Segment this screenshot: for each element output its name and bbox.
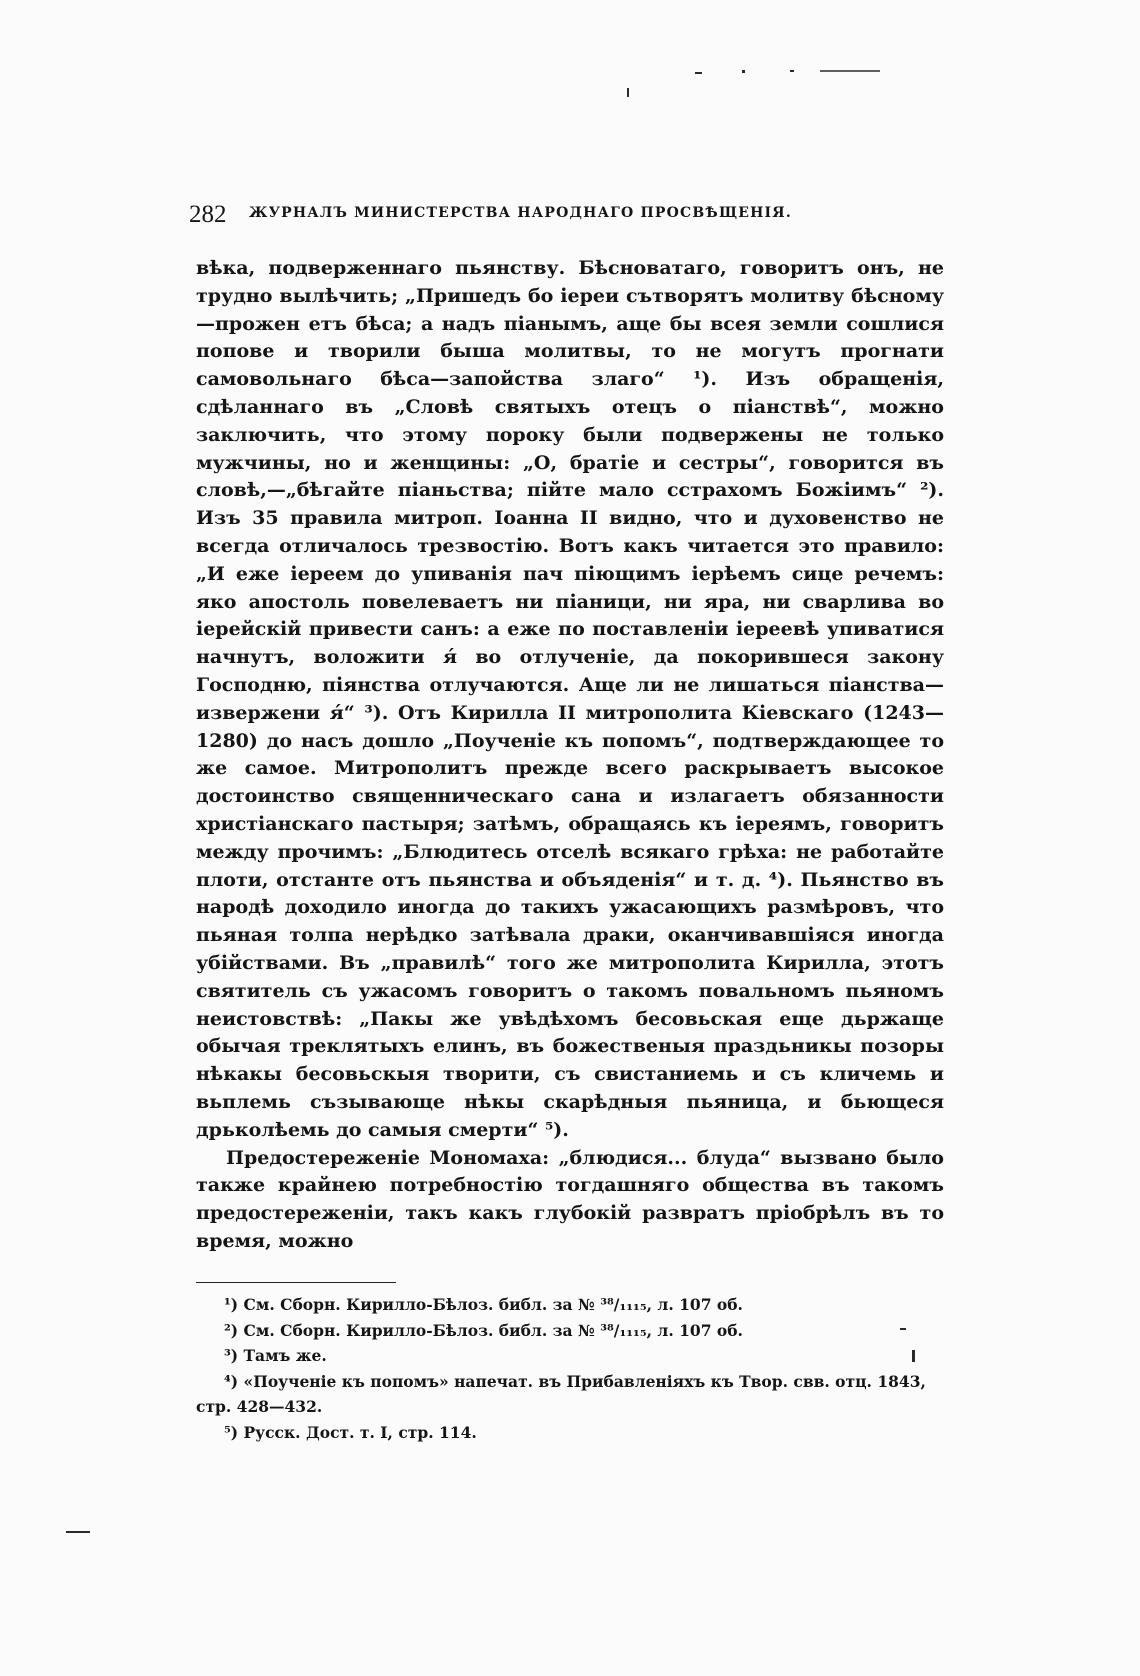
body-text — [196, 255, 944, 1256]
footnote: ⁵) Русск. Дост. т. I, стр. 114. — [224, 1422, 477, 1442]
footnote: ³) Тамъ же. — [224, 1346, 327, 1365]
page-header — [189, 201, 949, 231]
page-number: 282 — [189, 201, 227, 228]
scan-speck — [66, 1531, 90, 1533]
running-head: ЖУРНАЛЪ МИНИСТЕРСТВА НАРОДНАГО ПРОСВѢЩЕНІЯ. — [249, 205, 792, 221]
footnote-divider — [196, 1282, 396, 1283]
footnote: ²) См. Сборн. Кирилло-Бѣлоз. библ. за № ³⁸/₁₁₁₅, л. 107 об. — [224, 1320, 743, 1340]
scan-speck — [627, 88, 629, 97]
footnote: ¹) См. Сборн. Кирилло-Бѣлоз. библ. за № ³⁸/₁₁₁₅, л. 107 об. — [224, 1295, 743, 1314]
scan-speck — [790, 70, 794, 72]
paragraph: вѣка, подверженнаго пьянству. Бѣсноватаго, говоритъ онъ, не трудно вылѣчить; „Пришедъ бо іереи сътворятъ молитву бѣсному—прожен етъ бѣса; а надъ піанымъ, аще бы всея земли сошлися попове и творили быша молитвы, то не могутъ прогнати самовольнаго бѣса—запойства злаго“ ¹). Изъ обращенія, сдѣланнаго въ „Словѣ святыхъ отецъ о піанствѣ“, можно заключить, что этому пороку были подвержены не только мужчины, но и женщины: „О, братіе и сестры“, говорится въ словѣ,—„бѣгайте піаньства; пійте мало сстрахомъ Божіимъ“ ²). Изъ 35 правила митроп. Іоанна II видно, что и духовенство не всегда отличалось трезвостію. Вотъ какъ читается это правило: „И еже іереем до упиванія пач піющимъ іерѣемъ сице речемъ: яко апостоль повелеваетъ ни піаници, ни яра, ни сварлива во іерейскій привести санъ: а еже по поставленіи іереевѣ упиватися начнутъ, воложити я́ во отлученіе, да покорившеся закону Господню, піянства отлучаются. Аще ли не лишаться піанства—извержени я́“ ³). Отъ Кирилла II митрополита Кіевскаго (1243—1280) до насъ дошло „Поученіе къ попомъ“, подтверждающее то же самое. Митрополитъ прежде всего раскрываетъ высокое достоинство священническаго сана и излагаетъ обязанности христіанскаго пастыря; затѣмъ, обращаясь къ іереямъ, говоритъ между прочимъ: „Блюдитесь отселѣ всякаго грѣха: не работайте плоти, отстанте отъ пьянства и объяденія“ и т. д. ⁴). Пьянство въ народѣ доходило иногда до такихъ ужасающихъ размѣровъ, что пьяная толпа нерѣдко затѣвала драки, оканчивавшіяся иногда убійствами. Въ „правилѣ“ того же митрополита Кирилла, этотъ святитель съ ужасомъ говоритъ о такомъ повальномъ пьяномъ неистовствѣ: „Пакы же увѣдѣхомъ бесовьская еще дьржаще обычая треклятыхъ елинъ, въ божественыя праздьникы позоры нѣкакы бесовьскыя творити, съ свистаниемь и съ кличемь и вьплемь съзывающе нѣкы скарѣдныя пьяница, и бьющеся дрьколѣемь до самыя смерти“ ⁵). — [196, 257, 944, 1141]
scan-speck — [695, 72, 702, 74]
footnote: ⁴) «Поученіе къ попомъ» напечат. въ Прибавленіяхъ къ Твор. свв. отц. 1843, стр. 428—432. — [196, 1371, 926, 1416]
paragraph: Предостереженіе Мономаха: „блюдися... блуда“ вызвано было также крайнею потребностію тогдашняго общества въ такомъ предостереженіи, такъ какъ глубокій развратъ пріобрѣлъ въ то время, можно — [196, 1146, 944, 1252]
footnotes — [196, 1292, 941, 1445]
scan-speck — [820, 70, 880, 72]
scan-speck — [742, 70, 745, 73]
